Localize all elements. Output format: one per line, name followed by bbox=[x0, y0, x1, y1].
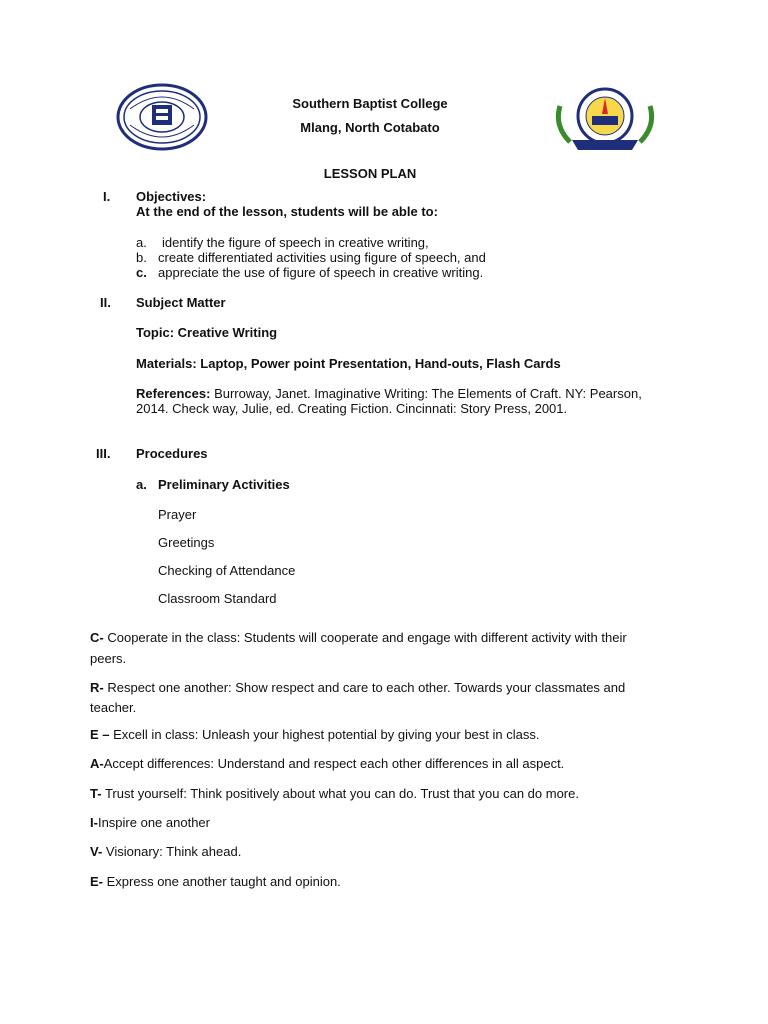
list-marker: c. bbox=[136, 265, 147, 280]
standard-letter: R- bbox=[90, 680, 104, 695]
document-title: LESSON PLAN bbox=[323, 166, 417, 181]
standard-letter: A- bbox=[90, 756, 104, 771]
standard-item bbox=[90, 756, 564, 771]
standard-text: Accept differences: Understand and respect each other differences in all aspect. bbox=[103, 756, 565, 771]
standard-item bbox=[90, 786, 579, 801]
list-marker: a. bbox=[136, 235, 147, 250]
subject-matter-heading: Subject Matter bbox=[136, 295, 226, 310]
standard-item bbox=[90, 815, 210, 830]
standard-text: Trust yourself: Think positively about what you can do. Trust that you can do more. bbox=[104, 786, 579, 801]
standard-letter: I- bbox=[90, 815, 98, 830]
section-numeral: III. bbox=[96, 446, 111, 461]
objectives-heading: Objectives: bbox=[136, 189, 207, 204]
standard-letter: E – bbox=[90, 727, 110, 742]
subsection-marker: a. bbox=[136, 477, 147, 492]
institution-location: Mlang, North Cotabato bbox=[300, 120, 440, 135]
references-label: References: bbox=[136, 386, 211, 401]
standard-item bbox=[90, 844, 241, 859]
standard-letter: T- bbox=[90, 786, 102, 801]
standard-text: Visionary: Think ahead. bbox=[105, 844, 242, 859]
list-item: Greetings bbox=[158, 535, 215, 550]
standard-item bbox=[90, 627, 660, 669]
standard-letter: E- bbox=[90, 874, 103, 889]
standard-text: Excell in class: Unleash your highest potential by giving your best in class. bbox=[113, 727, 540, 742]
standard-text: Respect one another: Show respect and care to each other. Towards your classmates and teacher. bbox=[90, 680, 626, 715]
list-item-text: appreciate the use of figure of speech in creative writing. bbox=[158, 265, 484, 280]
list-item: Classroom Standard bbox=[158, 591, 277, 606]
list-item-text: create differentiated activities using figure of speech, and bbox=[158, 250, 486, 265]
references-text: Burroway, Janet. Imaginative Writing: The Elements of Craft. NY: Pearson, 2014. Check way, Julie, ed. Creating Fiction. Cincinnati: Story Press, 2001. bbox=[136, 386, 642, 416]
topic-line: Topic: Creative Writing bbox=[136, 325, 278, 340]
institution-name: Southern Baptist College bbox=[292, 96, 448, 111]
list-item-text: identify the figure of speech in creative writing, bbox=[162, 235, 429, 250]
standard-text: Cooperate in the class: Students will cooperate and engage with different activity with their peers. bbox=[90, 630, 627, 666]
standard-letter: C- bbox=[90, 630, 104, 645]
procedures-heading: Procedures bbox=[136, 446, 208, 461]
college-seal-icon bbox=[116, 83, 208, 151]
list-marker: b. bbox=[136, 250, 147, 265]
objectives-intro: At the end of the lesson, students will be able to: bbox=[136, 204, 438, 219]
list-item: Checking of Attendance bbox=[158, 563, 296, 578]
preliminary-activities-heading: Preliminary Activities bbox=[158, 477, 290, 492]
materials-line: Materials: Laptop, Power point Presentation, Hand-outs, Flash Cards bbox=[136, 356, 561, 371]
section-numeral: I. bbox=[103, 189, 111, 204]
standard-item bbox=[90, 727, 539, 742]
standard-item bbox=[90, 678, 660, 718]
list-item bbox=[136, 235, 429, 250]
list-item: Prayer bbox=[158, 507, 197, 522]
standard-item bbox=[90, 874, 341, 889]
list-item bbox=[136, 250, 486, 265]
standard-text: Inspire one another bbox=[97, 815, 210, 830]
list-item bbox=[136, 265, 484, 280]
standard-letter: V- bbox=[90, 844, 103, 859]
references-block bbox=[136, 386, 656, 416]
section-numeral: II. bbox=[100, 295, 111, 310]
standard-text: Express one another taught and opinion. bbox=[106, 874, 341, 889]
